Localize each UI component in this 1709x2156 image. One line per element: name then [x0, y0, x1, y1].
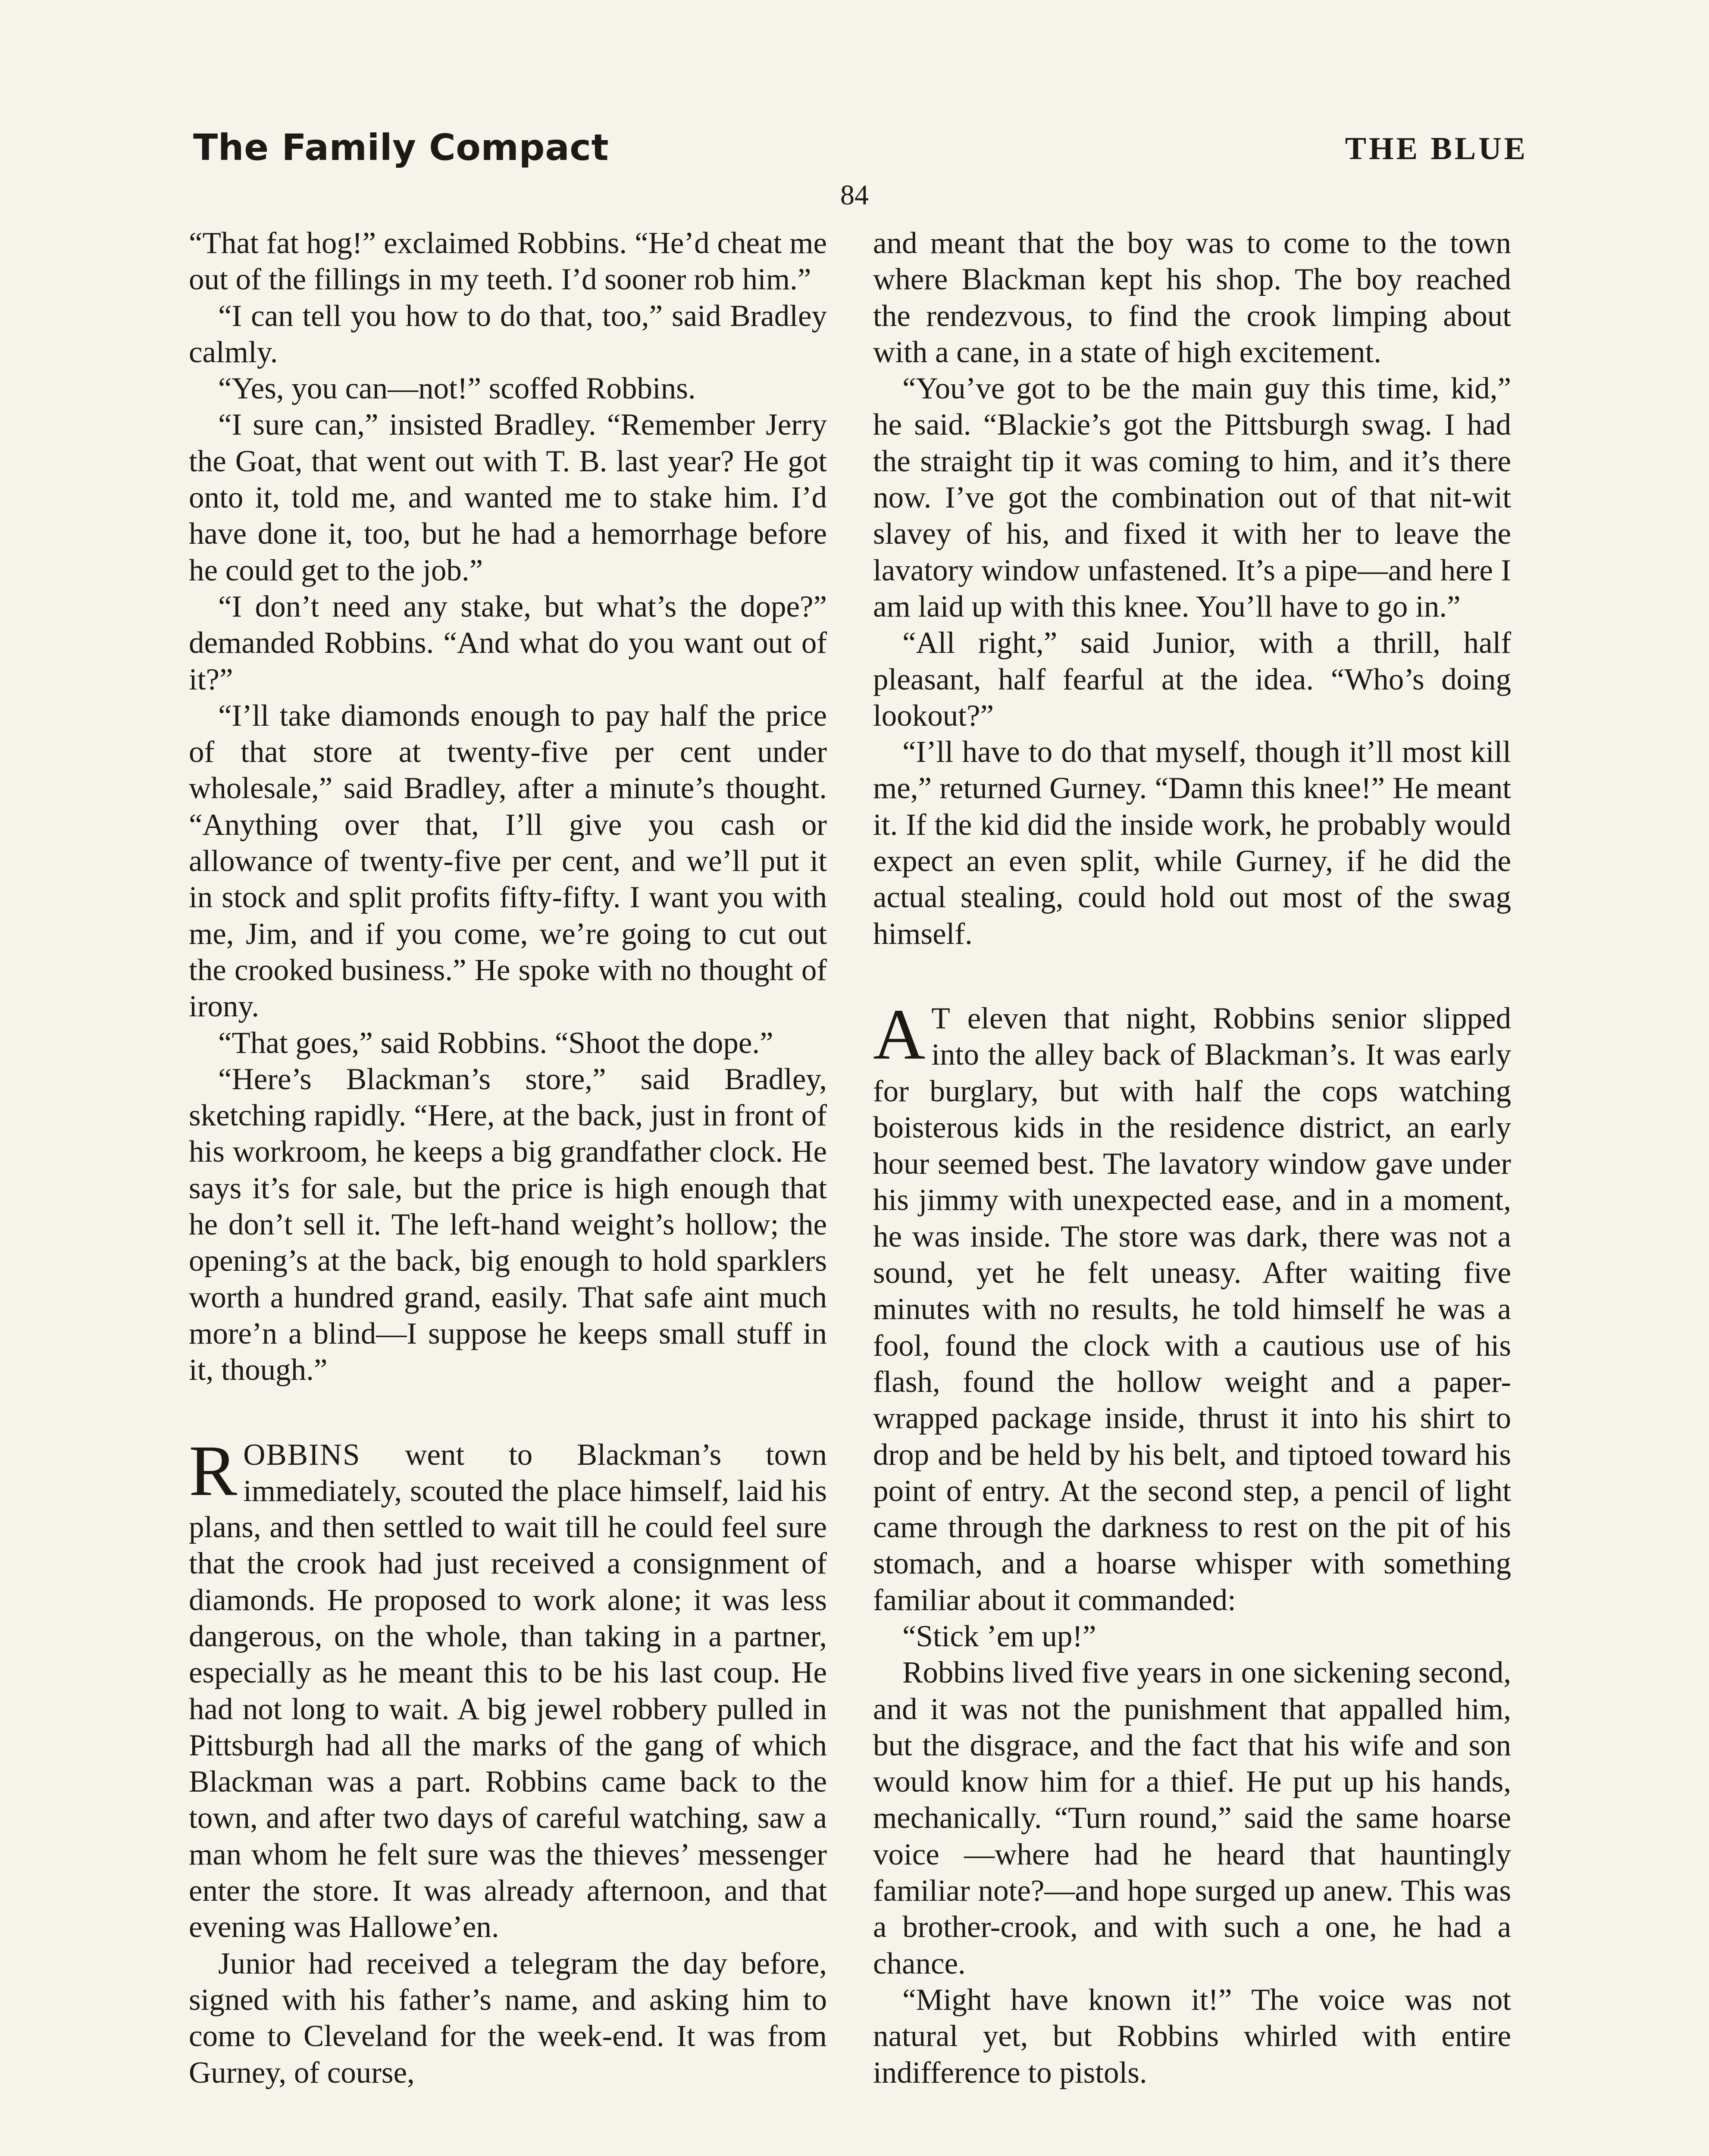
right-text-column — [873, 225, 1511, 2091]
paragraph: Robbins lived five years in one sickening second, and it was not the punishment that appalled him, but the disgrace, and the fact that his wife and son would know him for a thief. He put up his hands, mechanically. “Turn round,” said the same hoarse voice —where had he heard that hauntingly familiar note?—and hope surged up anew. This was a brother-crook, and with such a one, he had a chance. — [873, 1656, 1511, 1981]
paragraph: “Might have known it!” The voice was not natural yet, but Robbins whirled with entire indifference to pistols. — [873, 1983, 1511, 2090]
paragraph: “I’ll have to do that myself, though it’ll most kill me,” returned Gurney. “Damn this knee!” He meant it. If the kid did the inside work, he probably would expect an even split, while Gurney, if he did the actual stealing, could hold out most of the swag himself. — [873, 735, 1511, 951]
paragraph: Junior had received a telegram the day before, signed with his father’s name, and asking him to come to Cleveland for the week-end. It was from Gurney, of course, — [189, 1946, 827, 2090]
drop-cap: R — [189, 1430, 238, 1511]
paragraph: “That fat hog!” exclaimed Robbins. “He’d cheat me out of the fillings in my teeth. I’d sooner rob him.” — [189, 226, 827, 297]
small-caps-lead: OBBINS — [243, 1438, 361, 1472]
story-title: The Family Compact — [193, 126, 609, 169]
paragraph: “I’ll take diamonds enough to pay half the price of that store at twenty-five per cent under wholesale,” said Bradley, after a minute’s thought. “Anything over that, I’ll give you cash or allowance of twenty-five per cent, and we’ll put it in stock and split profits fifty-fifty. I want you with me, Jim, and if you come, we’re going to cut out the crooked business.” He spoke with no thought of irony. — [189, 699, 827, 1024]
left-text-column — [189, 225, 827, 2091]
section-opening-paragraph — [189, 1430, 827, 1946]
drop-cap: A — [873, 994, 926, 1075]
paragraph: “Yes, you can—not!” scoffed Robbins. — [218, 372, 696, 406]
paragraph-text: went to Blackman’s town immediately, scouted the place himself, laid his plans, and then settled to wait till he could feel sure that the crook had just received a consignment of diamonds. He proposed to work alone; it was less dangerous, on the whole, than taking in a partner, especially as he meant this to be his last coup. He had not long to wait. A big jewel robbery pulled in Pittsburgh had all the marks of the gang of which Blackman was a part. Robbins came back to the town, and after two days of careful watching, saw a man whom he felt sure was the thieves’ messenger enter the store. It was already afternoon, and that evening was Hallowe’en. — [189, 1438, 827, 1944]
paragraph: “I don’t need any stake, but what’s the dope?” demanded Robbins. “And what do you want out of it?” — [189, 589, 827, 696]
paragraph: and meant that the boy was to come to the town where Blackman kept his shop. The boy reached the rendezvous, to find the crook limping about with a cane, in a state of high excitement. — [873, 226, 1511, 369]
paragraph: “That goes,” said Robbins. “Shoot the dope.” — [218, 1026, 773, 1060]
paragraph: “I sure can,” insisted Bradley. “Remember Jerry the Goat, that went out with T. B. last year? He got onto it, told me, and wanted me to stake him. I’d have done it, too, but he had a hemorrhage before he could get to the job.” — [189, 408, 827, 587]
small-caps-lead: T — [931, 1001, 951, 1035]
paragraph-text: eleven that night, Robbins senior slipped into the alley back of Blackman’s. It was early for burglary, but with half the cops watching boisterous kids in the residence district, an early hour seemed best. The lavatory window gave under his jimmy with unexpected ease, and in a moment, he was inside. The store was dark, there was not a sound, yet he felt uneasy. After waiting five minutes with no results, he told himself he was a fool, found the clock with a cautious use of his flash, found the hollow weight and a paper-wrapped package inside, thrust it into his shirt to drop and be held by his belt, and tiptoed toward his point of entry. At the second step, a pencil of light came through the darkness to rest on the pit of his stomach, and a hoarse whisper with something familiar about it commanded: — [873, 1001, 1511, 1617]
paragraph: “Here’s Blackman’s store,” said Bradley, sketching rapidly. “Here, at the back, just in front of his workroom, he keeps a big grandfather clock. He says it’s for sale, but the price is high enough that he don’t sell it. The left-hand weight’s hollow; the opening’s at the back, big enough to hold sparklers worth a hundred grand, easily. That safe aint much more’n a blind—I suppose he keeps small stuff in it, though.” — [189, 1062, 827, 1387]
paragraph: “I can tell you how to do that, too,” said Bradley calmly. — [189, 299, 827, 369]
magazine-title: THE BLUE — [1345, 131, 1528, 166]
paragraph: “All right,” said Junior, with a thrill, half pleasant, half fearful at the idea. “Who’s doing lookout?” — [873, 626, 1511, 733]
section-opening-paragraph — [873, 994, 1511, 1618]
paragraph: “Stick ’em up!” — [902, 1619, 1096, 1653]
page-number: 84 — [840, 179, 869, 211]
paragraph: “You’ve got to be the main guy this time, kid,” he said. “Blackie’s got the Pittsburgh swag. I had the straight tip it was coming to him, and it’s there now. I’ve got the combination out of that nit-wit slavey of his, and fixed it with her to leave the lavatory window unfastened. It’s a pipe—and here I am laid up with this knee. You’ll have to go in.” — [873, 372, 1511, 624]
